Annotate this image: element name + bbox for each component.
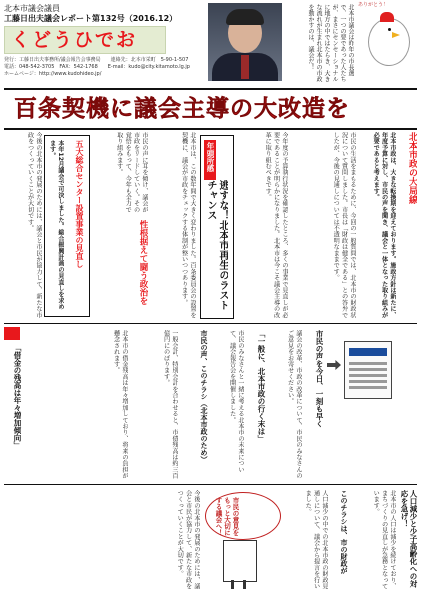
feature-tag: 年頭所感 — [204, 140, 216, 180]
mascot-speech: ありがとう！ — [358, 2, 389, 8]
body-text: 一般会計、特別会計を合わせると、市債残高は約三百億円にのぼります。 — [162, 330, 178, 479]
body-text: 人口減少の中での北本市政の財政見通しについて、議会から提言を行いました。 — [304, 490, 328, 590]
speech-text: 市民の意見をもっと大切にする議会へ！ — [214, 497, 240, 536]
body-text: 議会の改革、市政の改革について、市民のみなさんのご意見をお寄せください。 — [286, 330, 302, 479]
speech-bubble — [205, 492, 281, 540]
contact-line[interactable]: ホームページ：http://www.kudohideo.jp/ — [4, 71, 102, 77]
body-text: 北本市の人口は減少を続けており、まちづくりの見直しが急務となっています。 — [372, 490, 396, 590]
contact-info — [4, 57, 204, 78]
arrow-icon — [327, 360, 341, 370]
masthead — [4, 4, 204, 78]
councilor-name: くどうひでお — [11, 29, 138, 51]
org-label: 北本市議会議員 — [4, 4, 60, 13]
divider — [4, 323, 417, 324]
body-text: 北本市の借金残高は年々増加しており、将来の負担が懸念されます。 — [112, 330, 128, 479]
section-heading: 市民の声、このチラシ（北本市政のため） — [200, 330, 208, 463]
section-heading: 「一般に、北本市政の行く末は」 — [257, 330, 266, 443]
flyer-image — [344, 341, 392, 399]
body-text: 市民の生活をまもるために、今回の一般質問では、北本市の財政状況について質問しました。市長は「財政は健全である」との答弁でしたが、今後の見通しについては不透明なままです。 — [332, 132, 356, 318]
section-heading: このチラシは、市の財政が — [340, 490, 348, 574]
contact-line: 電話：048-542-3705 FAX：542-1768 E-mail：kudo@city.kitamoto.lg.jp — [4, 64, 190, 70]
body-text: 市民の声に耳を傾け、議会が市政をリードしていく。その覚悟をもって、今年も全力で取り組みます。 — [115, 132, 148, 213]
section-marker — [4, 327, 20, 340]
section-heading: 北本市政の大局線 — [407, 132, 417, 204]
report-issue: 工藤日出夫議会レポート第132号（2016.12） — [4, 14, 178, 23]
section-heading: 「借金の残高は年々増加傾向」 — [13, 344, 22, 449]
header-intro-text: 北本市議会は昨年の市長選で、一つの要であった人たちが、まさにセンセーショナルに地方の中ではたらき、大きな流れが生まれ北本市の市政を動かすのは、議会だ！ — [307, 4, 354, 82]
headline-text: 百条契機に議会主導の大改造を — [14, 96, 350, 122]
body-text: 今年度の予算執行状況を確認したところ、多くの事業で見直しが必要であることが明らかになりました。北本市は今こそ議会主導の改革に取り組むべきです。 — [264, 132, 288, 318]
section-heading: 人口減少と少子高齢化への対応を急げ！ — [400, 490, 418, 588]
section-heading: 市民の声を今日、一刻も早く — [315, 330, 324, 428]
body-text: 北本市は、この数年間で大きく変わりました。百条委員会の設置を契機に、議会が市政をチェックする体制が整いつつあります。 — [180, 132, 196, 318]
contact-line: 発行：工藤日出夫事務所/議会報告会事務局 連絡先：北本市栄町 5-90-1-507 — [4, 57, 189, 63]
notice-heading: 五大総合センター設置事業の見直し — [75, 140, 84, 268]
body-text: 北本市政は、大きな転換期を迎えております。施政方針は新たに、年度予算に対し、市民の声を聞き、議会と一体となった取り組みが必要であると考えます。 — [372, 132, 396, 318]
feature-title: 逃すな！北本市再生のラストチャンス — [205, 180, 228, 310]
body-text: 今後の北本市の発展のためには、議会と市民が協力して、新たな市政をつくっていくことが大切です。 — [176, 490, 200, 590]
document-character-illustration — [215, 540, 263, 590]
section-heading: 性根据えて闘う政治を — [138, 220, 148, 305]
divider — [4, 484, 417, 485]
portrait-photo — [208, 3, 282, 81]
body-text: 市民のみなさんと一緒に考える北本市の未来について、議会報告会を開催しました。 — [228, 330, 244, 473]
notice-text: 本年12月議会で可決しました。総合振興計画の見直しを求めます。 — [48, 140, 64, 310]
name-banner — [4, 26, 166, 54]
body-text: 今後の北本市の発展のためには、議会と市民が協力して、新たな市政をつくっていくことが大切です。 — [26, 132, 42, 318]
main-headline — [4, 88, 417, 130]
mascot-illustration — [358, 2, 418, 82]
